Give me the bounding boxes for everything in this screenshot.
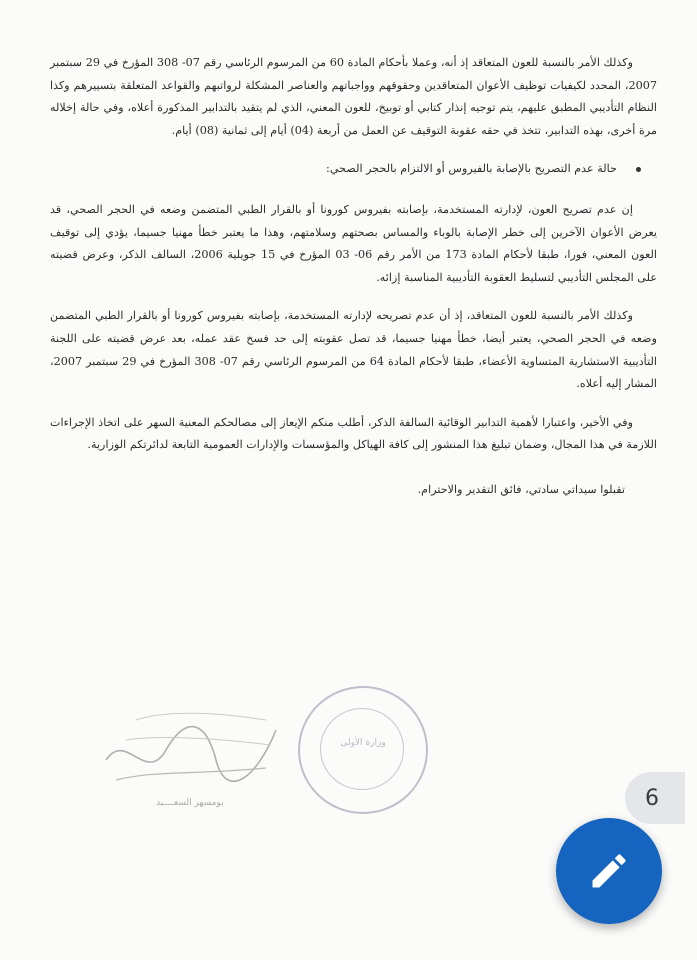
official-stamp	[298, 686, 428, 814]
paragraph-contract-agent-non-declaration: وكذلك الأمر بالنسبة للعون المتعاقد، إذ أن عدم تصريحه لإدارته المستخدمة، بإصابته بفيروس كورونا أو بالقرار الطبي المتضمن وضعه في الحجر الصحي، يعتبر أيضا، خطأ مهنيا جسيما، قد تصل عقوبته إلى حد فسخ عقد عمله، بعد عرض قضيته على اللجنة التأديبية الاستشارية المتساوية الأعضاء، طبقا لأحكام المادة 64 من المرسوم الرئاسي رقم 07- 308 المؤرخ في 29 سبتمبر 2007، المشار إليه أعلاه.	[50, 309, 657, 391]
bullet-non-declaration: حالة عدم التصريح بالإصابة بالفيروس أو الالتزام بالحجر الصحي:	[50, 158, 657, 181]
signature	[96, 690, 286, 810]
closing-salutation: تقبلوا سيداتي سادتي، فائق التقدير والاحترام.	[417, 482, 625, 496]
signer-name: بومسهر السعــــيد	[156, 798, 224, 808]
document-body	[50, 52, 657, 518]
paragraph-non-declaration: إن عدم تصريح العون، لإدارته المستخدمة، بإصابته بفيروس كورونا أو بالقرار الطبي المتضمن وضعه في الحجر الصحي، قد يعرض الأعوان الآخرين إلى خطر الإصابة بالوباء والمساس بصحتهم وسلامتهم، وهذا ما يعتبر خطأ مهنيا جسيما، يؤدي إلى توقيف العون المعني، فورا، طبقا لأحكام المادة 173 من الأمر رقم 06- 03 المؤرخ في 15 جويلية 2006، السالف الذكر، وعرض قضيته على المجلس التأديبي لتسليط العقوبة التأديبية المناسبة إزائه.	[50, 202, 658, 284]
paragraph-contract-agent-warning: وكذلك الأمر بالنسبة للعون المتعاقد إذ أنه، وعملا بأحكام المادة 60 من المرسوم الرئاسي رقم 07- 308 المؤرخ في 29 سبتمبر 2007، المحدد لكيفيات توظيف الأعوان المتعاقدين وحقوقهم وواجباتهم والعناصر المشكلة لرواتبهم والقواعد المتعلقة بتسييرهم وكذا النظام التأديبي المطبق عليهم، يتم توجيه إنذار كتابي أو توبيخ، للعون المعني، الذي لم يتقيد بالتدابير المذكورة أعلاه، وفي حالة إخلاله مرة أخرى، بهذه التدابير، تتخذ في حقه عقوبة التوقيف عن العمل من أربعة (04) أيام إلى ثمانية (08) أيام.	[50, 56, 657, 137]
page-indicator: 6	[625, 772, 685, 824]
paragraph-final-instructions: وفي الأخير، واعتبارا لأهمية التدابير الوقائية السالفة الذكر، أطلب منكم الإيعاز إلى مصالحكم المعنية السهر على اتخاذ الإجراءات اللازمة في هذا المجال، وضمان تبليغ هذا المنشور إلى كافة الهياكل والمؤسسات والإدارات العمومية التابعة لدائرتكم الوزارية.	[50, 415, 657, 452]
edit-fab-button[interactable]	[556, 818, 662, 924]
stamp-text: وزارة الأولى	[340, 738, 386, 748]
pencil-icon	[587, 849, 631, 893]
